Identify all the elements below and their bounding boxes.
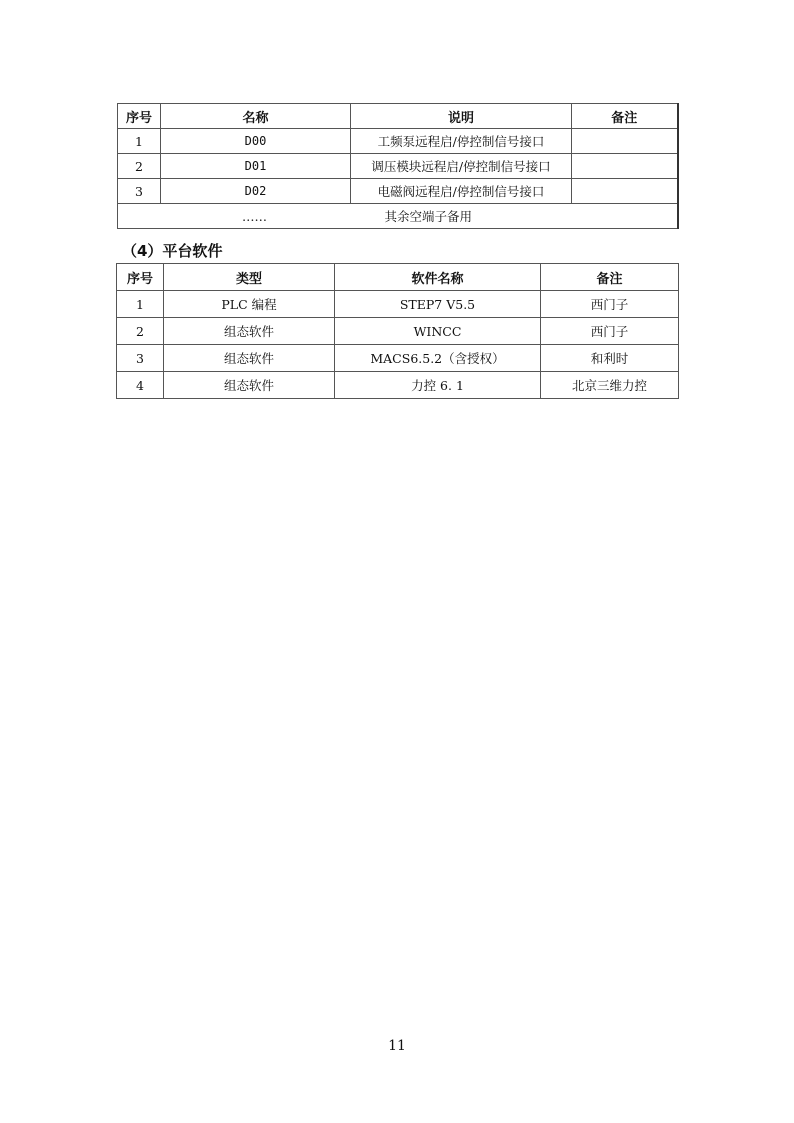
ellipsis-cell: ……	[118, 204, 351, 229]
row-number: 1	[117, 291, 164, 318]
software-vendor: 和利时	[541, 345, 679, 372]
software-type: 组态软件	[164, 372, 335, 399]
table-header-row	[117, 264, 679, 291]
row-number: 2	[118, 154, 161, 179]
software-vendor: 西门子	[541, 291, 679, 318]
header-cell: 说明	[351, 104, 572, 129]
table-row	[117, 372, 679, 399]
signal-name: D01	[161, 154, 351, 179]
table-row	[118, 129, 678, 154]
header-cell: 备注	[572, 104, 678, 129]
software-name: STEP7 V5.5	[335, 291, 541, 318]
row-number: 2	[117, 318, 164, 345]
signal-note	[572, 129, 678, 154]
software-name: MACS6.5.2（含授权）	[335, 345, 541, 372]
software-vendor: 北京三维力控	[541, 372, 679, 399]
signal-description: 调压模块远程启/停控制信号接口	[351, 154, 572, 179]
software-vendor: 西门子	[541, 318, 679, 345]
software-type: 组态软件	[164, 318, 335, 345]
signal-name: D00	[161, 129, 351, 154]
section-heading: （4）平台软件	[122, 242, 223, 260]
table-header-row	[118, 104, 678, 129]
header-cell: 序号	[117, 264, 164, 291]
table-row	[118, 179, 678, 204]
header-cell: 备注	[541, 264, 679, 291]
software-type: 组态软件	[164, 345, 335, 372]
table-footer-row	[118, 204, 678, 229]
header-cell: 类型	[164, 264, 335, 291]
page-number: 11	[388, 1038, 406, 1054]
table-row	[117, 318, 679, 345]
platform-software-table	[116, 263, 679, 399]
signal-note	[572, 179, 678, 204]
table-row	[117, 345, 679, 372]
table-row	[118, 154, 678, 179]
row-number: 3	[117, 345, 164, 372]
signal-description: 电磁阀远程启/停控制信号接口	[351, 179, 572, 204]
signal-name: D02	[161, 179, 351, 204]
header-cell: 名称	[161, 104, 351, 129]
header-cell: 序号	[118, 104, 161, 129]
software-name: 力控 6. 1	[335, 372, 541, 399]
software-name: WINCC	[335, 318, 541, 345]
table-row	[117, 291, 679, 318]
spare-terminals-note: 其余空端子备用	[351, 204, 678, 229]
row-number: 4	[117, 372, 164, 399]
signal-description: 工频泵远程启/停控制信号接口	[351, 129, 572, 154]
header-cell: 软件名称	[335, 264, 541, 291]
software-type: PLC 编程	[164, 291, 335, 318]
row-number: 3	[118, 179, 161, 204]
row-number: 1	[118, 129, 161, 154]
signal-note	[572, 154, 678, 179]
io-signal-table	[117, 103, 679, 229]
